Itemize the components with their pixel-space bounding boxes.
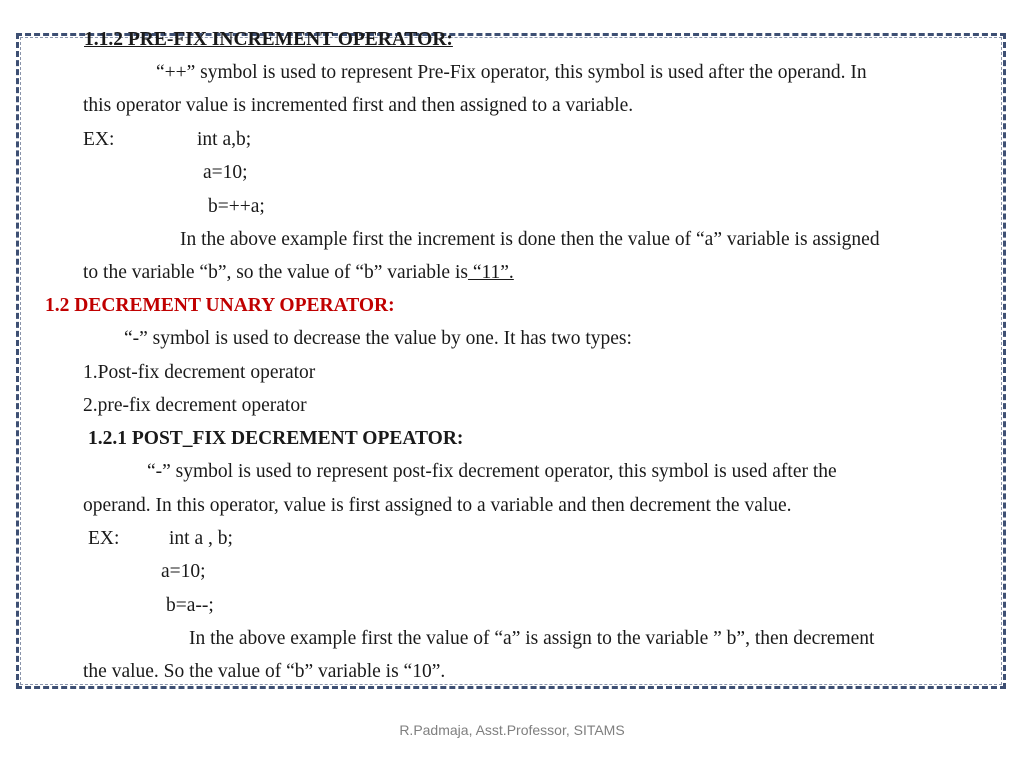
postfix-explanation-line-1: In the above example first the value of “a” is assign to the variable ” b”, then decrement <box>189 628 875 649</box>
heading-decrement-unary: 1.2 DECREMENT UNARY OPERATOR: <box>45 295 395 316</box>
example-2-code-line-2: a=10; <box>161 561 206 582</box>
example-1-code-line-3: b=++a; <box>208 196 265 217</box>
heading-prefix-increment: 1.1.2 PRE-FIX INCREMENT OPERATOR: <box>84 29 453 50</box>
prefix-description-line-1: “++” symbol is used to represent Pre-Fix operator, this symbol is used after the operand. In <box>156 62 867 83</box>
example-2-code-line-1: int a , b; <box>169 528 233 549</box>
decrement-type-1: 1.Post-fix decrement operator <box>83 362 316 383</box>
prefix-explanation-text: to the variable “b”, so the value of “b” variable is <box>83 262 468 283</box>
heading-postfix-decrement: 1.2.1 POST_FIX DECREMENT OPEATOR: <box>88 428 464 449</box>
postfix-description-line-1: “-” symbol is used to represent post-fix decrement operator, this symbol is used after the <box>147 461 837 482</box>
example-label-2: EX: <box>88 528 120 549</box>
prefix-explanation-line-2 <box>83 262 514 284</box>
example-2-code-line-3: b=a--; <box>166 595 214 616</box>
example-label-1: EX: <box>83 129 115 150</box>
prefix-description-line-2: this operator value is incremented first and then assigned to a variable. <box>83 95 634 116</box>
footer-credit: R.Padmaja, Asst.Professor, SITAMS <box>399 722 625 738</box>
content-frame <box>16 33 1006 689</box>
prefix-explanation-result: “11”. <box>467 262 514 283</box>
example-1-code-line-1: int a,b; <box>197 129 252 150</box>
decrement-description: “-” symbol is used to decrease the value by one. It has two types: <box>124 328 632 349</box>
postfix-explanation-line-2: the value. So the value of “b” variable is “10”. <box>83 661 446 682</box>
example-1-code-line-2: a=10; <box>203 162 248 183</box>
decrement-type-2: 2.pre-fix decrement operator <box>83 395 307 416</box>
prefix-explanation-line-1: In the above example first the increment is done then the value of “a” variable is assigned <box>180 229 880 250</box>
postfix-description-line-2: operand. In this operator, value is first assigned to a variable and then decrement the value. <box>83 495 792 516</box>
